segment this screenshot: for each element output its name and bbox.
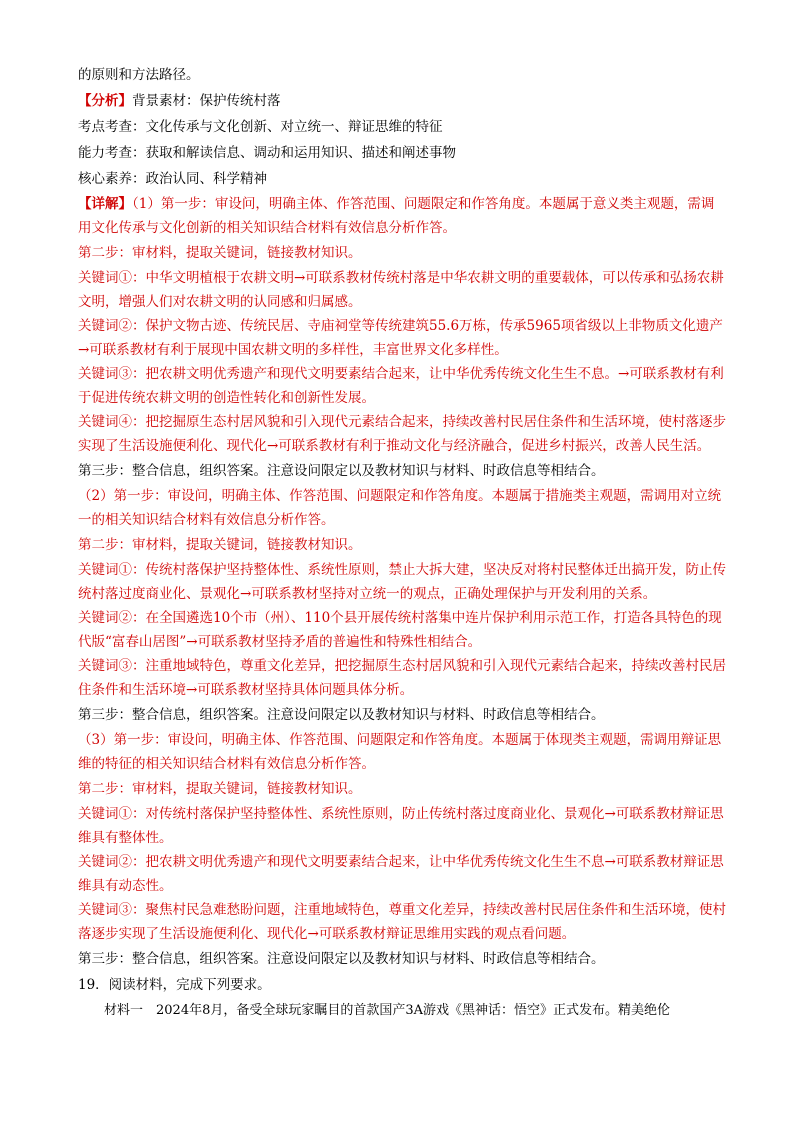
q3-step3: 第三步：整合信息，组织答案。注意设问限定以及教材知识与材料、时政信息等相结合。 bbox=[78, 951, 605, 967]
q1-step3: 第三步：整合信息，组织答案。注意设问限定以及教材知识与材料、时政信息等相结合。 bbox=[78, 463, 605, 479]
q2-keyword-3: 关键词③：注重地域特色，尊重文化差异，把挖掘原生态村居风貌和引入现代元素结合起来，持续改善村民居住条件和生活环境→可联系教材坚持具体问题具体分析。 bbox=[78, 658, 726, 698]
q1-step1-text: （1）第一步：审设问，明确主体、作答范围、问题限定和作答角度。本题属于意义类主观题，需调用文化传承与文化创新的相关知识结合材料有效信息分析作答。 bbox=[78, 196, 715, 236]
question-19-title: 19．阅读材料，完成下列要求。 bbox=[78, 977, 271, 993]
q2-step1: （2）第一步：审设问，明确主体、作答范围、问题限定和作答角度。本题属于措施类主观题，需调用对立统一的相关知识结合材料有效信息分析作答。 bbox=[78, 488, 722, 528]
analysis-background bbox=[78, 88, 726, 114]
detail-tag: 【详解】 bbox=[78, 196, 132, 212]
q3-step2: 第二步：审材料，提取关键词，链接教材知识。 bbox=[78, 781, 362, 797]
q2-step3: 第三步：整合信息，组织答案。注意设问限定以及教材知识与材料、时政信息等相结合。 bbox=[78, 707, 605, 723]
q1-keyword-3: 关键词③：把农耕文明优秀遗产和现代文明要素结合起来，让中华优秀传统文化生生不息。→可联系教材有利于促进传统农耕文明的创造性转化和创新性发展。 bbox=[78, 366, 724, 406]
analysis-background-text: 背景素材：保护传统村落 bbox=[132, 93, 281, 109]
q1-keyword-4: 关键词④：把挖掘原生态村居风貌和引入现代元素结合起来，持续改善村民居住条件和生活环境，使村落逐步实现了生活设施便利化、现代化→可联系教材有利于推动文化与经济融合，促进乡村振兴，改善人民生活。 bbox=[78, 414, 726, 454]
q1-keyword-1: 关键词①：中华文明植根于农耕文明→可联系教材传统村落是中华农耕文明的重要载体，可以传承和弘扬农耕文明，增强人们对农耕文明的认同感和归属感。 bbox=[78, 270, 724, 310]
q2-step2: 第二步：审材料，提取关键词，链接教材知识。 bbox=[78, 537, 362, 553]
analysis-ability: 能力考查：获取和解读信息、调动和运用知识、描述和阐述事物 bbox=[78, 145, 456, 161]
analysis-tag: 【分析】 bbox=[78, 93, 132, 109]
detail-q1-step1 bbox=[78, 192, 726, 240]
q3-keyword-1: 关键词①：对传统村落保护坚持整体性、系统性原则，防止传统村落过度商业化、景观化→可联系教材辩证思维具有整体性。 bbox=[78, 806, 724, 846]
q3-keyword-2: 关键词②：把农耕文明优秀遗产和现代文明要素结合起来，让中华优秀传统文化生生不息→可联系教材辩证思维具有动态性。 bbox=[78, 854, 724, 894]
analysis-points: 考点考查：文化传承与文化创新、对立统一、辩证思维的特征 bbox=[78, 119, 443, 135]
q2-keyword-2: 关键词②：在全国遴选10个市（州）、110个县开展传统村落集中连片保护利用示范工作，打造各具特色的现代版“富春山居图”→可联系教材坚持矛盾的普遍性和特殊性相结合。 bbox=[78, 610, 722, 650]
q1-step2: 第二步：审材料，提取关键词，链接教材知识。 bbox=[78, 245, 362, 261]
question-19-material-1: 材料一 2024年8月，备受全球玩家瞩目的首款国产3A游戏《黑神话：悟空》正式发布。精美绝伦 bbox=[104, 1003, 671, 1018]
q2-keyword-1: 关键词①：传统村落保护坚持整体性、系统性原则，禁止大拆大建，坚决反对将村民整体迁出搞开发，防止传统村落过度商业化、景观化→可联系教材坚持对立统一的观点，正确处理保护与开发利用的关系。 bbox=[78, 562, 726, 602]
intro-line: 的原则和方法路径。 bbox=[78, 67, 200, 83]
document-content bbox=[78, 62, 726, 1024]
q3-step1: （3）第一步：审设问，明确主体、作答范围、问题限定和作答角度。本题属于体现类主观题，需调用辩证思维的特征的相关知识结合材料有效信息分析作答。 bbox=[78, 732, 722, 772]
analysis-literacy: 核心素养：政治认同、科学精神 bbox=[78, 171, 267, 187]
q1-keyword-2: 关键词②：保护文物古迹、传统民居、寺庙祠堂等传统建筑55.6万栋，传承5965项省级以上非物质文化遗产→可联系教材有利于展现中国农耕文明的多样性，丰富世界文化多样性。 bbox=[78, 318, 723, 358]
q3-keyword-3: 关键词③：聚焦村民急难愁盼问题，注重地域特色，尊重文化差异，持续改善村民居住条件和生活环境，使村落逐步实现了生活设施便利化、现代化→可联系教材辩证思维用实践的观点看问题。 bbox=[78, 902, 726, 942]
